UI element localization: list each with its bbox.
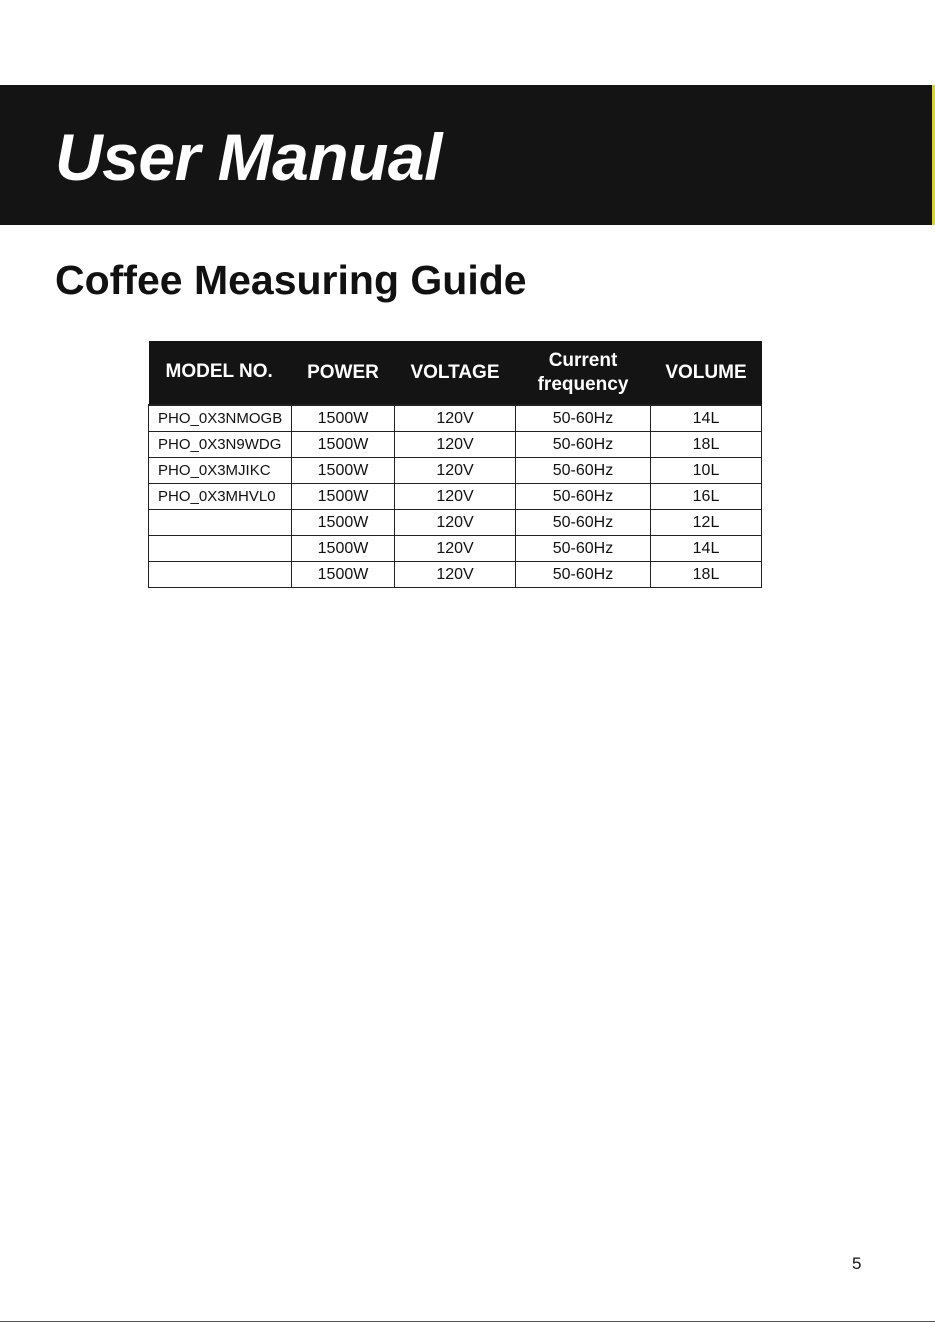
cell-power: 1500W (292, 405, 395, 432)
page-title: User Manual (55, 120, 442, 194)
cell-frequency: 50-60Hz (516, 536, 651, 562)
cell-voltage: 120V (395, 405, 516, 432)
cell-voltage: 120V (395, 484, 516, 510)
cell-power: 1500W (292, 432, 395, 458)
table-row (149, 405, 762, 432)
cell-model: PHO_0X3MHVL0 (149, 484, 292, 510)
table-row (149, 432, 762, 458)
cell-volume: 14L (651, 405, 762, 432)
column-header-volume: VOLUME (651, 341, 762, 405)
spec-table-body (149, 405, 762, 588)
cell-power: 1500W (292, 484, 395, 510)
cell-frequency: 50-60Hz (516, 432, 651, 458)
cell-model: PHO_0X3NMOGB (149, 405, 292, 432)
table-row (149, 562, 762, 588)
cell-volume: 16L (651, 484, 762, 510)
cell-frequency: 50-60Hz (516, 405, 651, 432)
cell-voltage: 120V (395, 510, 516, 536)
cell-voltage: 120V (395, 536, 516, 562)
table-row (149, 510, 762, 536)
cell-volume: 18L (651, 562, 762, 588)
cell-power: 1500W (292, 510, 395, 536)
table-row (149, 536, 762, 562)
section-title: Coffee Measuring Guide (55, 257, 527, 303)
cell-frequency: 50-60Hz (516, 510, 651, 536)
spec-table-header (149, 341, 762, 405)
cell-frequency: 50-60Hz (516, 458, 651, 484)
column-header-model: MODEL NO. (149, 341, 292, 405)
cell-model (149, 510, 292, 536)
cell-volume: 12L (651, 510, 762, 536)
cell-voltage: 120V (395, 432, 516, 458)
bottom-rule (0, 1321, 935, 1322)
cell-voltage: 120V (395, 458, 516, 484)
cell-frequency: 50-60Hz (516, 562, 651, 588)
cell-model (149, 562, 292, 588)
table-row (149, 458, 762, 484)
table-row (149, 484, 762, 510)
page-number: 5 (852, 1254, 862, 1273)
column-header-voltage: VOLTAGE (395, 341, 516, 405)
header-banner (0, 85, 935, 225)
cell-power: 1500W (292, 458, 395, 484)
spec-table (148, 341, 762, 588)
column-header-frequency: Current frequency (516, 341, 651, 405)
cell-power: 1500W (292, 536, 395, 562)
cell-voltage: 120V (395, 562, 516, 588)
cell-model: PHO_0X3MJIKC (149, 458, 292, 484)
column-header-power: POWER (292, 341, 395, 405)
cell-volume: 18L (651, 432, 762, 458)
cell-volume: 14L (651, 536, 762, 562)
cell-volume: 10L (651, 458, 762, 484)
cell-power: 1500W (292, 562, 395, 588)
header-row (149, 341, 762, 405)
cell-model (149, 536, 292, 562)
cell-model: PHO_0X3N9WDG (149, 432, 292, 458)
cell-frequency: 50-60Hz (516, 484, 651, 510)
